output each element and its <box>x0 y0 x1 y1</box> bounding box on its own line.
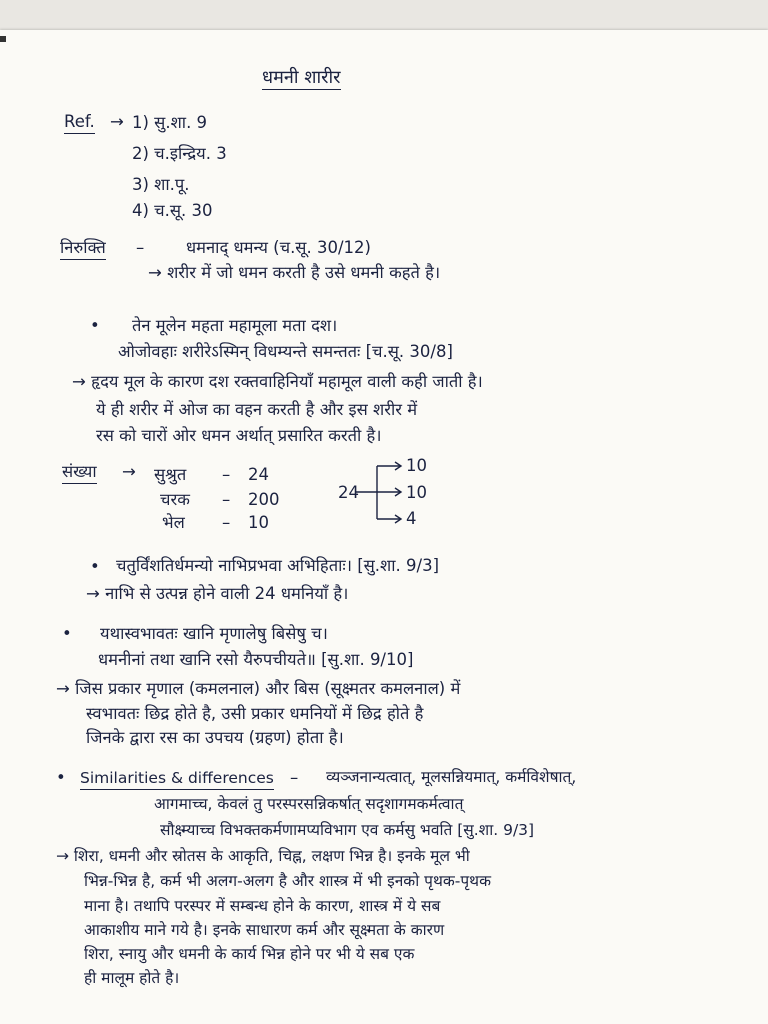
similarities-dash: – <box>290 768 299 787</box>
verse1-line2: ओजोवहाः शरीरेऽस्मिन् विधम्यन्ते समन्ततः [च.सू. 30/8] <box>118 342 453 361</box>
split-value-2: 10 <box>406 483 427 502</box>
similarities-meaning6: ही मालूम होते है। <box>84 969 180 987</box>
ref-item-3: 3) शा.पू. <box>132 175 190 194</box>
verse2-meaning: → नाभि से उत्पन्न होने वाली 24 धमनियाँ है। <box>86 584 349 603</box>
ref-label: Ref. <box>64 112 95 134</box>
verse3-bullet: • <box>62 624 72 643</box>
verse1-bullet: • <box>90 316 100 335</box>
sankhya-label: संख्या <box>62 462 97 484</box>
verse3-line2: धमनीनां तथा खानि रसो यैरुपचीयते॥ [सु.शा. 9/10] <box>98 650 414 669</box>
verse3-meaning3: जिनके द्वारा रस का उपचय (ग्रहण) होता है। <box>86 728 344 747</box>
split-value-3: 4 <box>406 509 417 528</box>
similarities-meaning2: भिन्न-भिन्न है, कर्म भी अलग-अलग है और शास्त्र में भी इनको पृथक-पृथक <box>84 872 491 890</box>
sankhya-value-3: 10 <box>248 513 269 532</box>
sankhya-value-2: 200 <box>248 490 280 509</box>
page-title: धमनी शारीर <box>262 67 341 88</box>
verse2-bullet: • <box>90 557 100 576</box>
nirukti-label: निरुक्ति <box>60 238 106 260</box>
similarities-meaning5: शिरा, स्नायु और धमनी के कार्य भिन्न होने पर भी ये सब एक <box>84 945 415 963</box>
ref-item-1: 1) सु.शा. 9 <box>132 113 208 132</box>
similarities-meaning4: आकाशीय माने गये है। इनके साधारण कर्म और सूक्ष्मता के कारण <box>84 921 445 939</box>
similarities-line3: सौक्ष्म्याच्च विभक्तकर्मणामप्यविभाग एव कर्मसु भवति [सु.शा. 9/3] <box>160 821 535 839</box>
nirukti-text: धमनाद् धमन्य (च.सू. 30/12) <box>186 238 371 257</box>
sankhya-name-1: सुश्रुत <box>154 465 187 484</box>
similarities-line1: व्यञ्जनान्यत्वात्, मूलसन्नियमात्, कर्मविशेषात्, <box>326 768 577 786</box>
similarities-line2: आगमाच्च, केवलं तु परस्परसन्निकर्षात् सदृशागमकर्मत्वात् <box>154 795 464 813</box>
similarities-meaning3: माना है। तथापि परस्पर में सम्बन्ध होने के कारण, शास्त्र में ये सब <box>84 897 441 915</box>
nirukti-meaning: → शरीर में जो धमन करती है उसे धमनी कहते है। <box>148 263 441 282</box>
ref-item-4: 4) च.सू. 30 <box>132 201 213 220</box>
sankhya-value-1: 24 <box>248 465 269 484</box>
sankhya-arrow: → <box>122 462 136 481</box>
verse1-line1: तेन मूलेन महता महामूला मता दश। <box>132 316 338 335</box>
sankhya-dash-1: – <box>222 465 231 484</box>
split-value-1: 10 <box>406 456 427 475</box>
verse3-meaning1: → जिस प्रकार मृणाल (कमलनाल) और बिस (सूक्ष्मतर कमलनाल) में <box>56 679 461 698</box>
ref-item-2: 2) च.इन्द्रिय. 3 <box>132 144 227 163</box>
similarities-meaning1: → शिरा, धमनी और स्रोतस के आकृति, चिह्न, लक्षण भिन्न है। इनके मूल भी <box>56 847 470 865</box>
sankhya-name-3: भेल <box>162 513 185 532</box>
sankhya-dash-2: – <box>222 490 231 509</box>
nirukti-dash: – <box>136 238 145 257</box>
verse1-meaning2: ये ही शरीर में ओज का वहन करती है और इस शरीर में <box>96 400 418 419</box>
sankhya-dash-3: – <box>222 513 231 532</box>
split-total: 24 <box>338 483 359 502</box>
verse1-meaning1: → हृदय मूल के कारण दश रक्तवाहिनियाँ महामूल वाली कही जाती है। <box>72 372 483 391</box>
verse2-line: चतुर्विंशतिर्धमन्यो नाभिप्रभवा अभिहिताः। [सु.शा. 9/3] <box>116 556 440 575</box>
similarities-label: Similarities & differences <box>80 768 274 790</box>
verse3-line1: यथास्वभावतः खानि मृणालेषु बिसेषु च। <box>100 624 328 643</box>
sankhya-name-2: चरक <box>160 490 190 509</box>
similarities-bullet: • <box>56 768 66 787</box>
verse3-meaning2: स्वभावतः छिद्र होते है, उसी प्रकार धमनियों में छिद्र होते है <box>86 704 424 723</box>
ref-arrow: → <box>110 112 124 131</box>
verse1-meaning3: रस को चारों ओर धमन अर्थात् प्रसारित करती है। <box>96 426 382 445</box>
